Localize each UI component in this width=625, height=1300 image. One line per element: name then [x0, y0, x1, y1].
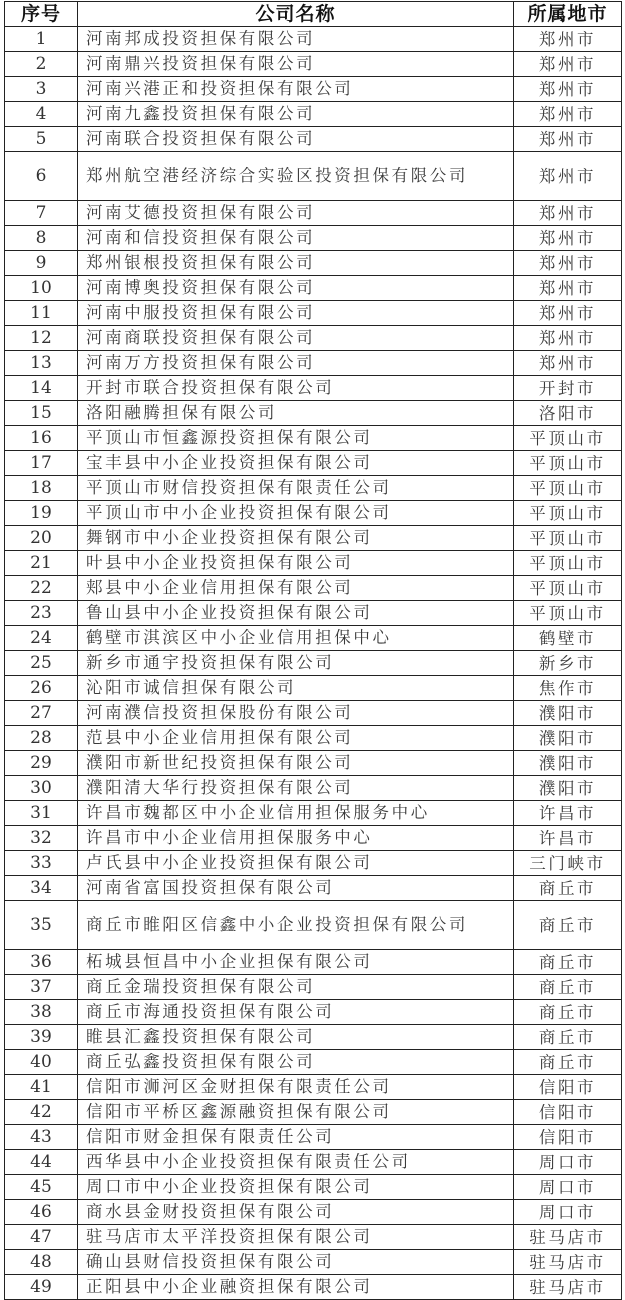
city-name: 驻马店市: [514, 1275, 622, 1300]
table-row: [5, 401, 622, 426]
table-row: [5, 326, 622, 351]
city-name: 平顶山市: [514, 526, 622, 551]
table-row: [5, 1025, 622, 1050]
row-number: 29: [5, 751, 78, 776]
company-name: 确山县财信投资担保有限公司: [78, 1250, 514, 1275]
company-name: 周口市中小企业投资担保有限公司: [78, 1175, 514, 1200]
company-name: 西华县中小企业投资担保有限责任公司: [78, 1150, 514, 1175]
city-name: 三门峡市: [514, 851, 622, 876]
row-number: 27: [5, 701, 78, 726]
table-row: [5, 950, 622, 975]
company-name: 河南鼎兴投资担保有限公司: [78, 52, 514, 77]
row-number: 28: [5, 726, 78, 751]
city-name: 郑州市: [514, 52, 622, 77]
company-table: [4, 1, 622, 1300]
company-name: 商水县金财投资担保有限公司: [78, 1200, 514, 1225]
row-number: 36: [5, 950, 78, 975]
company-name: 河南九鑫投资担保有限公司: [78, 102, 514, 127]
city-name: 平顶山市: [514, 426, 622, 451]
row-number: 22: [5, 576, 78, 601]
city-name: 周口市: [514, 1175, 622, 1200]
table-row: [5, 376, 622, 401]
city-name: 郑州市: [514, 152, 622, 201]
city-name: 平顶山市: [514, 576, 622, 601]
header-city: 所属地市: [514, 2, 622, 27]
company-name: 河南兴港正和投资担保有限公司: [78, 77, 514, 102]
table-row: [5, 1150, 622, 1175]
company-name: 信阳市浉河区金财担保有限责任公司: [78, 1075, 514, 1100]
company-name: 睢县汇鑫投资担保有限公司: [78, 1025, 514, 1050]
table-row: [5, 27, 622, 52]
table-row: [5, 701, 622, 726]
row-number: 49: [5, 1275, 78, 1300]
table-row: [5, 1100, 622, 1125]
table-row: [5, 201, 622, 226]
row-number: 40: [5, 1050, 78, 1075]
row-number: 26: [5, 676, 78, 701]
row-number: 25: [5, 651, 78, 676]
row-number: 11: [5, 301, 78, 326]
city-name: 商丘市: [514, 950, 622, 975]
row-number: 16: [5, 426, 78, 451]
city-name: 郑州市: [514, 201, 622, 226]
table-row: [5, 426, 622, 451]
row-number: 18: [5, 476, 78, 501]
company-name: 河南省富国投资担保有限公司: [78, 876, 514, 901]
city-name: 信阳市: [514, 1100, 622, 1125]
row-number: 15: [5, 401, 78, 426]
city-name: 鹤壁市: [514, 626, 622, 651]
company-name: 河南万方投资担保有限公司: [78, 351, 514, 376]
company-name: 沁阳市诚信担保有限公司: [78, 676, 514, 701]
table-row: [5, 626, 622, 651]
city-name: 信阳市: [514, 1125, 622, 1150]
city-name: 平顶山市: [514, 451, 622, 476]
city-name: 平顶山市: [514, 501, 622, 526]
company-name: 信阳市平桥区鑫源融资担保有限公司: [78, 1100, 514, 1125]
row-number: 5: [5, 127, 78, 152]
row-number: 32: [5, 826, 78, 851]
table-row: [5, 1125, 622, 1150]
table-row: [5, 451, 622, 476]
table-row: [5, 551, 622, 576]
company-name: 河南邦成投资担保有限公司: [78, 27, 514, 52]
company-name: 河南濮信投资担保股份有限公司: [78, 701, 514, 726]
company-name: 宝丰县中小企业投资担保有限公司: [78, 451, 514, 476]
table-row: [5, 1225, 622, 1250]
company-name: 商丘市海通投资担保有限公司: [78, 1000, 514, 1025]
row-number: 4: [5, 102, 78, 127]
table-row: [5, 351, 622, 376]
row-number: 35: [5, 901, 78, 950]
company-name: 商丘市睢阳区信鑫中小企业投资担保有限公司: [78, 901, 514, 950]
table-row: [5, 651, 622, 676]
row-number: 17: [5, 451, 78, 476]
city-name: 平顶山市: [514, 476, 622, 501]
table-row: [5, 801, 622, 826]
company-name: 许昌市中小企业信用担保服务中心: [78, 826, 514, 851]
company-name: 郑州银根投资担保有限公司: [78, 251, 514, 276]
city-name: 许昌市: [514, 801, 622, 826]
city-name: 商丘市: [514, 1025, 622, 1050]
company-name: 洛阳融腾担保有限公司: [78, 401, 514, 426]
row-number: 41: [5, 1075, 78, 1100]
company-name: 濮阳市新世纪投资担保有限公司: [78, 751, 514, 776]
company-name: 叶县中小企业投资担保有限公司: [78, 551, 514, 576]
table-row: [5, 251, 622, 276]
row-number: 33: [5, 851, 78, 876]
company-name: 范县中小企业信用担保有限公司: [78, 726, 514, 751]
company-name: 郏县中小企业信用担保有限公司: [78, 576, 514, 601]
table-row: [5, 751, 622, 776]
row-number: 42: [5, 1100, 78, 1125]
row-number: 43: [5, 1125, 78, 1150]
row-number: 38: [5, 1000, 78, 1025]
row-number: 6: [5, 152, 78, 201]
table-row: [5, 601, 622, 626]
city-name: 濮阳市: [514, 751, 622, 776]
row-number: 31: [5, 801, 78, 826]
table-row: [5, 102, 622, 127]
row-number: 24: [5, 626, 78, 651]
city-name: 平顶山市: [514, 551, 622, 576]
company-name: 郑州航空港经济综合实验区投资担保有限公司: [78, 152, 514, 201]
table-row: [5, 152, 622, 201]
table-row: [5, 1175, 622, 1200]
city-name: 濮阳市: [514, 776, 622, 801]
row-number: 37: [5, 975, 78, 1000]
row-number: 47: [5, 1225, 78, 1250]
company-name: 信阳市财金担保有限责任公司: [78, 1125, 514, 1150]
city-name: 许昌市: [514, 826, 622, 851]
header-row: [5, 2, 622, 27]
city-name: 信阳市: [514, 1075, 622, 1100]
table-row: [5, 77, 622, 102]
company-name: 濮阳清大华行投资担保有限公司: [78, 776, 514, 801]
city-name: 郑州市: [514, 276, 622, 301]
company-name: 许昌市魏都区中小企业信用担保服务中心: [78, 801, 514, 826]
table-row: [5, 826, 622, 851]
table-row: [5, 1075, 622, 1100]
city-name: 平顶山市: [514, 601, 622, 626]
row-number: 12: [5, 326, 78, 351]
table-row: [5, 276, 622, 301]
row-number: 1: [5, 27, 78, 52]
table-row: [5, 301, 622, 326]
city-name: 濮阳市: [514, 701, 622, 726]
company-name: 驻马店市太平洋投资担保有限公司: [78, 1225, 514, 1250]
company-name: 舞钢市中小企业投资担保有限公司: [78, 526, 514, 551]
city-name: 洛阳市: [514, 401, 622, 426]
city-name: 商丘市: [514, 1050, 622, 1075]
company-name: 平顶山市中小企业投资担保有限公司: [78, 501, 514, 526]
company-name: 鲁山县中小企业投资担保有限公司: [78, 601, 514, 626]
company-name: 卢氏县中小企业投资担保有限公司: [78, 851, 514, 876]
company-name: 河南商联投资担保有限公司: [78, 326, 514, 351]
company-name: 河南博奥投资担保有限公司: [78, 276, 514, 301]
city-name: 商丘市: [514, 1000, 622, 1025]
table-row: [5, 851, 622, 876]
company-name: 商丘金瑞投资担保有限公司: [78, 975, 514, 1000]
city-name: 郑州市: [514, 326, 622, 351]
row-number: 19: [5, 501, 78, 526]
city-name: 郑州市: [514, 301, 622, 326]
city-name: 郑州市: [514, 127, 622, 152]
row-number: 21: [5, 551, 78, 576]
row-number: 7: [5, 201, 78, 226]
table-body: [5, 27, 622, 1300]
city-name: 濮阳市: [514, 726, 622, 751]
city-name: 郑州市: [514, 102, 622, 127]
company-name: 正阳县中小企业融资担保有限公司: [78, 1275, 514, 1300]
row-number: 23: [5, 601, 78, 626]
city-name: 商丘市: [514, 876, 622, 901]
row-number: 8: [5, 226, 78, 251]
table-row: [5, 576, 622, 601]
row-number: 45: [5, 1175, 78, 1200]
city-name: 郑州市: [514, 226, 622, 251]
row-number: 34: [5, 876, 78, 901]
city-name: 开封市: [514, 376, 622, 401]
header-num: 序号: [5, 2, 78, 27]
row-number: 10: [5, 276, 78, 301]
company-name: 河南中服投资担保有限公司: [78, 301, 514, 326]
table-row: [5, 901, 622, 950]
company-name: 开封市联合投资担保有限公司: [78, 376, 514, 401]
table-row: [5, 476, 622, 501]
table-row: [5, 876, 622, 901]
company-name: 河南艾德投资担保有限公司: [78, 201, 514, 226]
table-row: [5, 526, 622, 551]
row-number: 13: [5, 351, 78, 376]
company-name: 鹤壁市淇滨区中小企业信用担保中心: [78, 626, 514, 651]
row-number: 14: [5, 376, 78, 401]
company-name: 新乡市通宇投资担保有限公司: [78, 651, 514, 676]
table-row: [5, 501, 622, 526]
row-number: 2: [5, 52, 78, 77]
city-name: 焦作市: [514, 676, 622, 701]
table-row: [5, 127, 622, 152]
row-number: 44: [5, 1150, 78, 1175]
row-number: 9: [5, 251, 78, 276]
table-row: [5, 1275, 622, 1300]
city-name: 周口市: [514, 1200, 622, 1225]
row-number: 39: [5, 1025, 78, 1050]
table-row: [5, 1200, 622, 1225]
row-number: 46: [5, 1200, 78, 1225]
city-name: 新乡市: [514, 651, 622, 676]
table-row: [5, 52, 622, 77]
city-name: 郑州市: [514, 27, 622, 52]
table-row: [5, 226, 622, 251]
table-row: [5, 1250, 622, 1275]
company-name: 平顶山市恒鑫源投资担保有限公司: [78, 426, 514, 451]
row-number: 48: [5, 1250, 78, 1275]
company-name: 河南和信投资担保有限公司: [78, 226, 514, 251]
row-number: 3: [5, 77, 78, 102]
company-name: 河南联合投资担保有限公司: [78, 127, 514, 152]
city-name: 周口市: [514, 1150, 622, 1175]
company-name: 平顶山市财信投资担保有限责任公司: [78, 476, 514, 501]
company-name: 商丘弘鑫投资担保有限公司: [78, 1050, 514, 1075]
city-name: 驻马店市: [514, 1225, 622, 1250]
city-name: 驻马店市: [514, 1250, 622, 1275]
city-name: 商丘市: [514, 901, 622, 950]
row-number: 20: [5, 526, 78, 551]
city-name: 郑州市: [514, 351, 622, 376]
table-row: [5, 776, 622, 801]
company-name: 柘城县恒昌中小企业担保有限公司: [78, 950, 514, 975]
city-name: 郑州市: [514, 77, 622, 102]
row-number: 30: [5, 776, 78, 801]
table-row: [5, 975, 622, 1000]
table-row: [5, 1050, 622, 1075]
city-name: 商丘市: [514, 975, 622, 1000]
header-name: 公司名称: [78, 2, 514, 27]
city-name: 郑州市: [514, 251, 622, 276]
table-row: [5, 726, 622, 751]
table-row: [5, 1000, 622, 1025]
table-row: [5, 676, 622, 701]
